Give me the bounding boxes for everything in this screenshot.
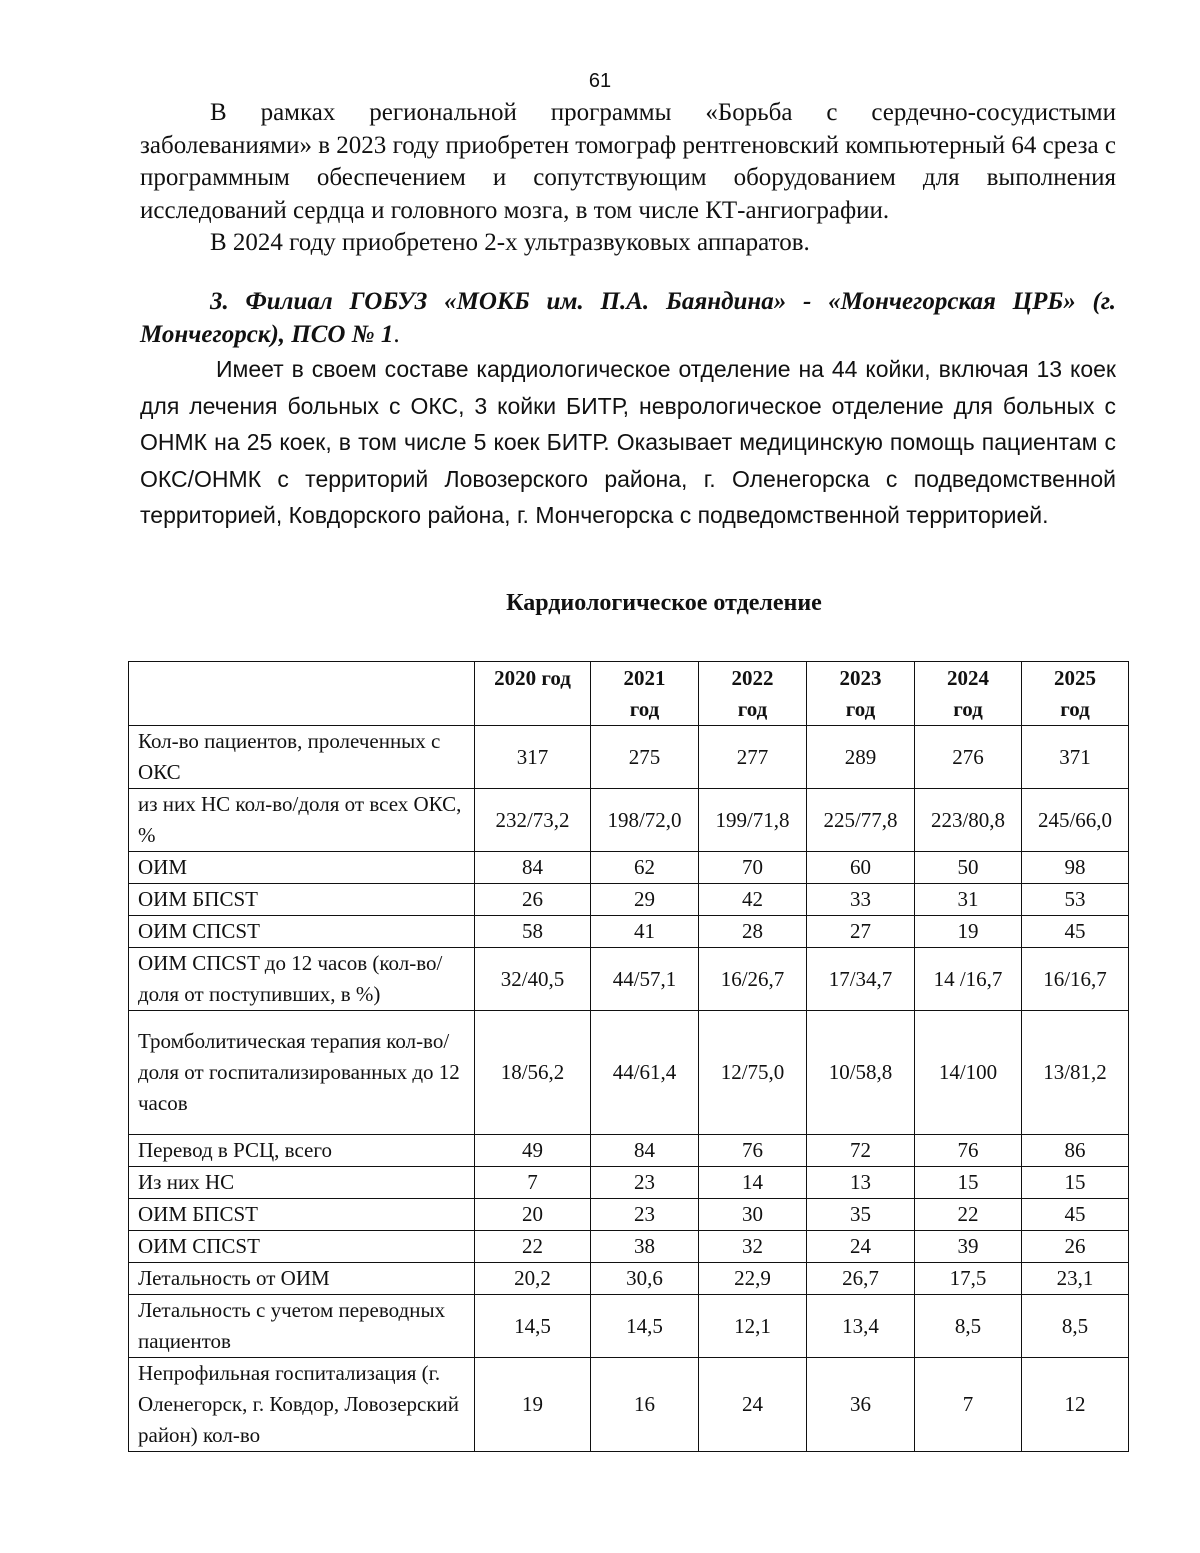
value-2024: 14 /16,7	[915, 948, 1022, 1011]
value-2024: 223/80,8	[915, 789, 1022, 852]
value-2024: 7	[915, 1358, 1022, 1452]
value-2021: 198/72,0	[591, 789, 699, 852]
row-label: Из них НС	[129, 1167, 475, 1199]
row-label: ОИМ	[129, 852, 475, 884]
row-label: из них НС кол-во/доля от всех ОКС, %	[129, 789, 475, 852]
table-row	[129, 726, 1129, 789]
table-row	[129, 1263, 1129, 1295]
table-row	[129, 852, 1129, 884]
value-2020: 14,5	[475, 1295, 591, 1358]
row-label: Кол-во пациентов, пролеченных с ОКС	[129, 726, 475, 789]
value-2022: 199/71,8	[699, 789, 807, 852]
value-2021: 275	[591, 726, 699, 789]
table-row	[129, 916, 1129, 948]
value-2020: 84	[475, 852, 591, 884]
value-2024: 39	[915, 1231, 1022, 1263]
value-2025: 245/66,0	[1022, 789, 1129, 852]
header-2025: 2025 год	[1022, 662, 1129, 726]
intro-block	[140, 97, 1116, 260]
value-2023: 36	[807, 1358, 915, 1452]
value-2023: 35	[807, 1199, 915, 1231]
intro-paragraph-tomograph: В рамках региональной программы «Борьба с сердечно-сосудистыми заболеваниями» в 2023 году приобретен томограф рентгеновский компьютерный 64 среза с программным обеспечением и сопутствующим оборудованием для выполнения исследований сердца и головного мозга, в том числе КТ-ангиографии.	[140, 99, 1116, 224]
value-2021: 44/61,4	[591, 1011, 699, 1135]
header-2021: 2021 год	[591, 662, 699, 726]
value-2025: 8,5	[1022, 1295, 1129, 1358]
value-2025: 86	[1022, 1135, 1129, 1167]
value-2020: 232/73,2	[475, 789, 591, 852]
table-row	[129, 884, 1129, 916]
value-2024: 15	[915, 1167, 1022, 1199]
value-2021: 44/57,1	[591, 948, 699, 1011]
value-2021: 14,5	[591, 1295, 699, 1358]
value-2023: 27	[807, 916, 915, 948]
value-2020: 19	[475, 1358, 591, 1452]
value-2024: 31	[915, 884, 1022, 916]
value-2022: 14	[699, 1167, 807, 1199]
value-2023: 72	[807, 1135, 915, 1167]
table-row	[129, 1231, 1129, 1263]
row-label: ОИМ СПСST	[129, 916, 475, 948]
value-2022: 30	[699, 1199, 807, 1231]
table-row	[129, 789, 1129, 852]
value-2024: 76	[915, 1135, 1022, 1167]
value-2024: 50	[915, 852, 1022, 884]
value-2025: 13/81,2	[1022, 1011, 1129, 1135]
header-2020: 2020 год	[475, 662, 591, 726]
value-2020: 22	[475, 1231, 591, 1263]
intro-paragraph-ultrasound: В 2024 году приобретено 2-х ультразвуковых аппаратов.	[210, 229, 810, 256]
value-2025: 15	[1022, 1167, 1129, 1199]
section-heading-text: 3. Филиал ГОБУЗ «МОКБ им. П.А. Баяндина» - «Мончегорская ЦРБ» (г. Мончегорск), ПСО № 1	[140, 288, 1116, 348]
value-2021: 38	[591, 1231, 699, 1263]
value-2022: 76	[699, 1135, 807, 1167]
value-2022: 22,9	[699, 1263, 807, 1295]
value-2020: 7	[475, 1167, 591, 1199]
header-2023: 2023 год	[807, 662, 915, 726]
value-2023: 60	[807, 852, 915, 884]
value-2025: 16/16,7	[1022, 948, 1129, 1011]
value-2024: 19	[915, 916, 1022, 948]
value-2021: 62	[591, 852, 699, 884]
table-body	[129, 726, 1129, 1452]
value-2025: 371	[1022, 726, 1129, 789]
table-row	[129, 1167, 1129, 1199]
value-2021: 23	[591, 1199, 699, 1231]
table-row	[129, 1295, 1129, 1358]
value-2025: 23,1	[1022, 1263, 1129, 1295]
table-row	[129, 1011, 1129, 1135]
header-2022: 2022 год	[699, 662, 807, 726]
value-2020: 32/40,5	[475, 948, 591, 1011]
row-label: Тромболитическая терапия кол-во/доля от госпитализированных до 12 часов	[129, 1011, 475, 1135]
table-row	[129, 1358, 1129, 1452]
value-2022: 70	[699, 852, 807, 884]
section-block	[140, 286, 1116, 534]
row-label: Летальность с учетом переводных пациентов	[129, 1295, 475, 1358]
value-2025: 26	[1022, 1231, 1129, 1263]
cardiology-table	[128, 661, 1129, 1452]
header-empty	[129, 662, 475, 726]
value-2021: 16	[591, 1358, 699, 1452]
value-2025: 53	[1022, 884, 1129, 916]
value-2022: 32	[699, 1231, 807, 1263]
table-header-row	[129, 662, 1129, 726]
value-2024: 276	[915, 726, 1022, 789]
value-2024: 17,5	[915, 1263, 1022, 1295]
value-2022: 12,1	[699, 1295, 807, 1358]
row-label: ОИМ СПСST до 12 часов (кол-во/доля от поступивших, в %)	[129, 948, 475, 1011]
value-2020: 20,2	[475, 1263, 591, 1295]
table-row	[129, 948, 1129, 1011]
value-2020: 49	[475, 1135, 591, 1167]
value-2022: 28	[699, 916, 807, 948]
table-title: Кардиологическое отделение	[506, 590, 822, 616]
value-2023: 225/77,8	[807, 789, 915, 852]
value-2020: 58	[475, 916, 591, 948]
value-2025: 45	[1022, 1199, 1129, 1231]
value-2023: 26,7	[807, 1263, 915, 1295]
row-label: ОИМ БПСST	[129, 884, 475, 916]
value-2021: 84	[591, 1135, 699, 1167]
row-label: Перевод в РСЦ, всего	[129, 1135, 475, 1167]
value-2024: 14/100	[915, 1011, 1022, 1135]
value-2022: 24	[699, 1358, 807, 1452]
value-2023: 33	[807, 884, 915, 916]
value-2020: 317	[475, 726, 591, 789]
section-heading-suffix: .	[393, 320, 400, 348]
value-2023: 24	[807, 1231, 915, 1263]
value-2023: 13,4	[807, 1295, 915, 1358]
value-2020: 20	[475, 1199, 591, 1231]
table-row	[129, 1135, 1129, 1167]
value-2020: 18/56,2	[475, 1011, 591, 1135]
value-2021: 30,6	[591, 1263, 699, 1295]
value-2022: 16/26,7	[699, 948, 807, 1011]
value-2022: 12/75,0	[699, 1011, 807, 1135]
row-label: Непрофильная госпитализация (г. Оленегорск, г. Ковдор, Ловозерский район) кол-во	[129, 1358, 475, 1452]
value-2020: 26	[475, 884, 591, 916]
row-label: Летальность от ОИМ	[129, 1263, 475, 1295]
header-2024: 2024 год	[915, 662, 1022, 726]
section-body: Имеет в своем составе кардиологическое отделение на 44 койки, включая 13 коек для лечения больных с ОКС, 3 койки БИТР, неврологическое отделение для больных с ОНМК на 25 коек, в том числе 5 коек БИТР. Оказывает медицинскую помощь пациентам с ОКС/ОНМК с территорий Ловозерского района, г. Оленегорска с подведомственной территорией, Ковдорского района, г. Мончегорска с подведомственной территорией.	[140, 356, 1116, 528]
value-2021: 23	[591, 1167, 699, 1199]
section-heading	[140, 286, 1116, 351]
row-label: ОИМ СПСST	[129, 1231, 475, 1263]
value-2024: 8,5	[915, 1295, 1022, 1358]
value-2024: 22	[915, 1199, 1022, 1231]
value-2025: 98	[1022, 852, 1129, 884]
value-2023: 289	[807, 726, 915, 789]
value-2023: 13	[807, 1167, 915, 1199]
row-label: ОИМ БПСST	[129, 1199, 475, 1231]
page-number: 61	[588, 70, 612, 92]
value-2022: 42	[699, 884, 807, 916]
value-2025: 12	[1022, 1358, 1129, 1452]
value-2023: 17/34,7	[807, 948, 915, 1011]
value-2025: 45	[1022, 916, 1129, 948]
value-2021: 29	[591, 884, 699, 916]
value-2022: 277	[699, 726, 807, 789]
value-2023: 10/58,8	[807, 1011, 915, 1135]
value-2021: 41	[591, 916, 699, 948]
table-row	[129, 1199, 1129, 1231]
